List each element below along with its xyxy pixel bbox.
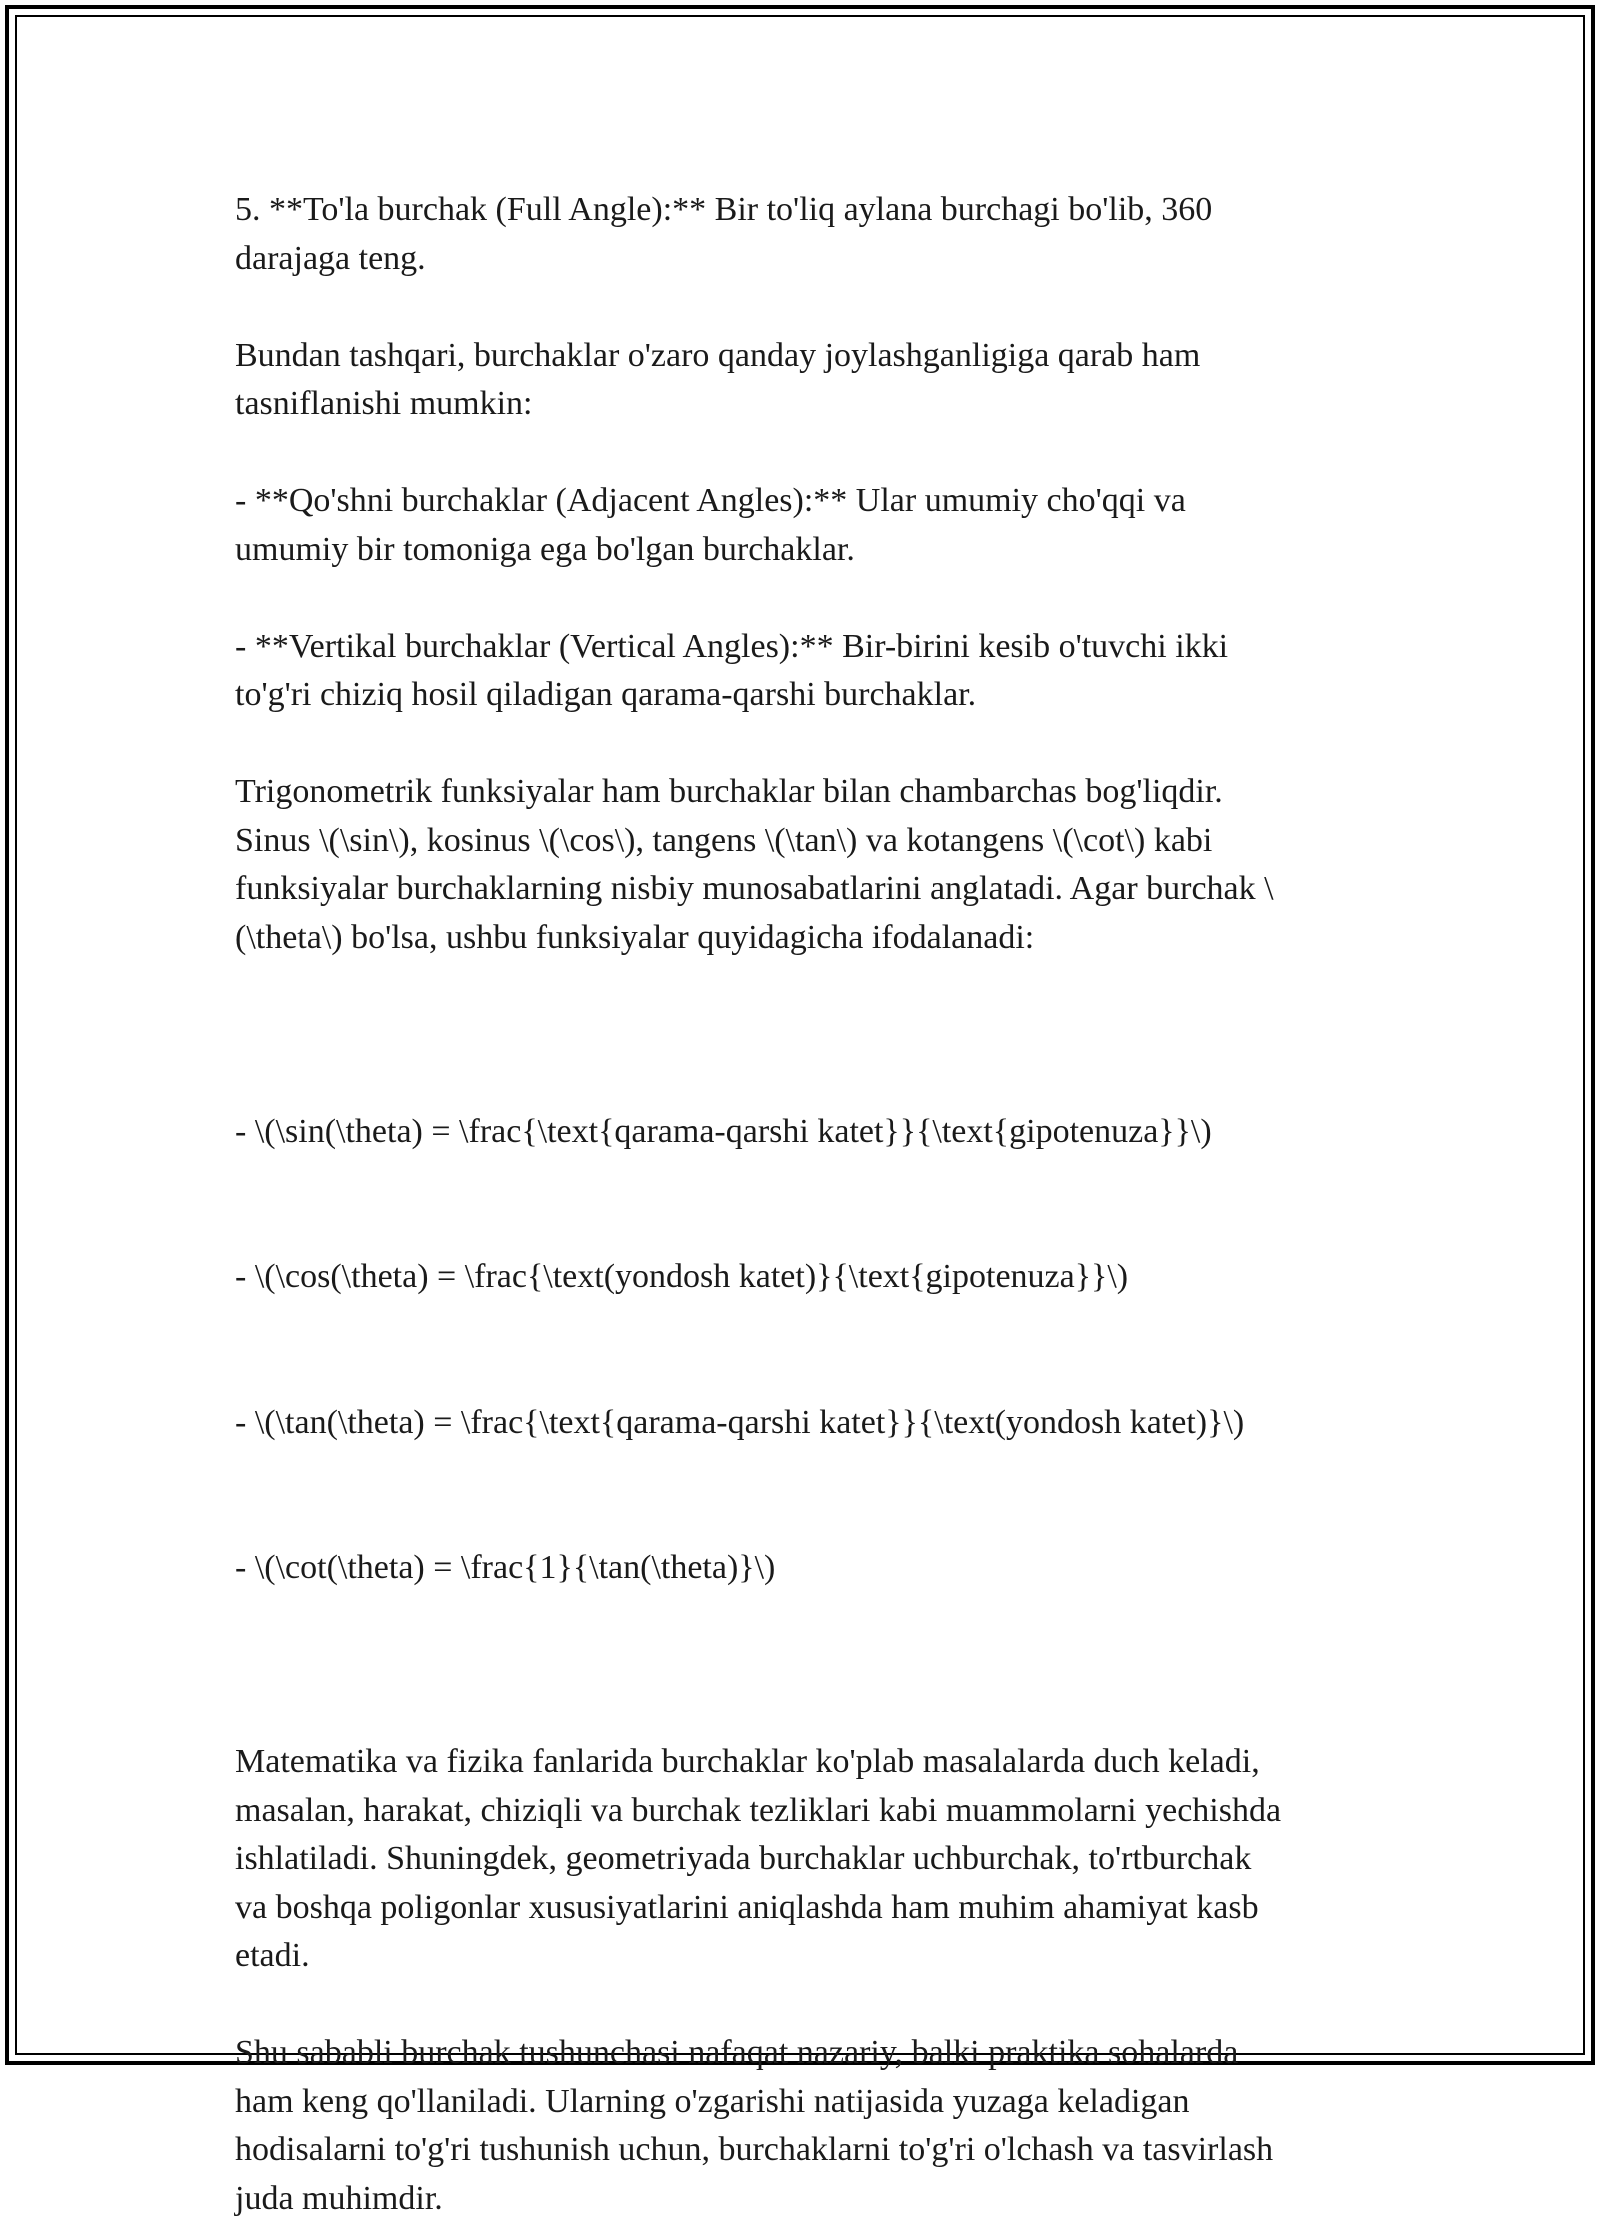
paragraph-adjacent-angles: - **Qo'shni burchaklar (Adjacent Angles):** Ular umumiy cho'qqi va umumiy bir tomoniga ega bo'lgan burchaklar.	[235, 482, 1186, 568]
formula-tan: - \(\tan(\theta) = \frac{\text{qarama-qarshi katet}}{\text(yondosh katet)}\)	[235, 1403, 1245, 1441]
paragraph-classification-intro: Bundan tashqari, burchaklar o'zaro qanday joylashganligiga qarab ham tasniflanishi mumkin:	[235, 336, 1201, 422]
formula-list	[235, 1011, 1385, 1690]
paragraph-vertical-angles: - **Vertikal burchaklar (Vertical Angles):** Bir-birini kesib o'tuvchi ikki to'g'ri chiziq hosil qiladigan qarama-qarshi burchaklar.	[235, 627, 1229, 713]
formula-sin: - \(\sin(\theta) = \frac{\text{qarama-qarshi katet}}{\text{gipotenuza}}\)	[235, 1112, 1212, 1150]
paragraph-math-physics: Matematika va fizika fanlarida burchaklar ko'plab masalalarda duch keladi, masalan, harakat, chiziqli va burchak tezliklari kabi muammolarni yechishda ishlatiladi. Shuningdek, geometriyada burchaklar uchburchak, to'rtburchak va boshqa poligonlar xususiyatlarini aniqlashda ham muhim ahamiyat kasb etadi.	[235, 1743, 1282, 1974]
document-body	[235, 186, 1385, 2223]
formula-cos: - \(\cos(\theta) = \frac{\text(yondosh katet)}{\text{gipotenuza}}\)	[235, 1258, 1129, 1295]
formula-cot: - \(\cot(\theta) = \frac{1}{\tan(\theta)}\)	[235, 1549, 776, 1586]
paragraph-trigonometric-functions: Trigonometrik funksiyalar ham burchaklar bilan chambarchas bog'liqdir. Sinus \(\sin\), kosinus \(\cos\), tangens \(\tan\) va kotangens \(\cot\) kabi funksiyalar burchaklarning nisbiy munosabatlarini anglatadi. Agar burchak \ (\theta\) bo'lsa, ushbu funksiyalar quyidagicha ifodalanadi:	[235, 773, 1274, 956]
paragraph-conclusion: Shu sababli burchak tushunchasi nafaqat nazariy, balki praktika sohalarda ham keng qo'llaniladi. Ularning o'zgarishi natijasida yuzaga keladigan hodisalarni to'g'ri tushunish uchun, burchaklarni to'g'ri o'lchash va tasvirlash juda muhimdir.	[235, 2034, 1274, 2217]
paragraph-full-angle: 5. **To'la burchak (Full Angle):** Bir to'liq aylana burchagi bo'lib, 360 darajaga teng.	[235, 191, 1213, 277]
